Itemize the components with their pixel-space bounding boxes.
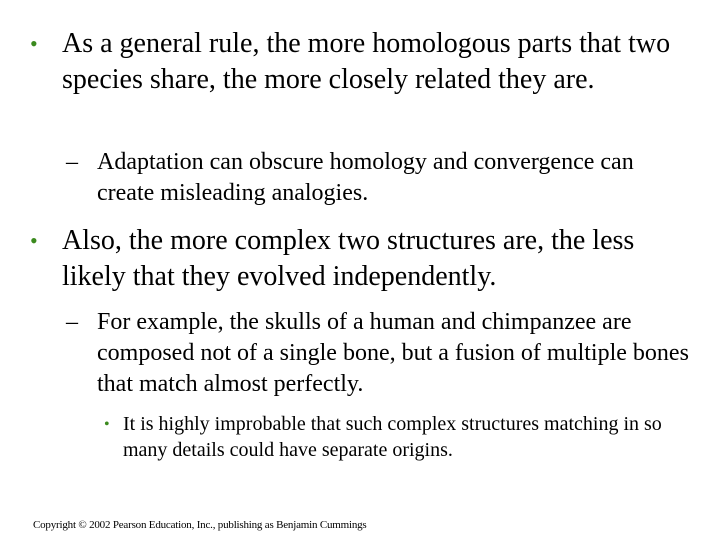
bullet-point-1 — [30, 26, 690, 98]
sub-sub-bullet-text: It is highly improbable that such complex structures matching in so many details could have separate origins. — [123, 413, 662, 461]
bullet-icon: • — [30, 31, 38, 56]
copyright-footer: Copyright © 2002 Pearson Education, Inc., publishing as Benjamin Cummings — [33, 519, 367, 531]
bullet-icon: • — [104, 416, 110, 433]
bullet-point-2 — [30, 223, 690, 295]
bullet-text: Also, the more complex two structures are, the less likely that they evolved independently. — [62, 225, 635, 292]
dash-icon: – — [66, 309, 78, 335]
sub-bullet-text: Adaptation can obscure homology and convergence can create misleading analogies. — [97, 149, 634, 206]
bullet-icon: • — [30, 228, 38, 253]
sub-sub-bullet-1 — [104, 411, 684, 463]
sub-bullet-2 — [66, 307, 696, 400]
sub-bullet-1 — [66, 147, 696, 209]
dash-icon: – — [66, 149, 78, 175]
sub-bullet-text: For example, the skulls of a human and chimpanzee are composed not of a single bone, but a fusion of multiple bones that match almost perfectly. — [97, 309, 689, 397]
bullet-text: As a general rule, the more homologous parts that two species share, the more closely related they are. — [62, 28, 671, 95]
